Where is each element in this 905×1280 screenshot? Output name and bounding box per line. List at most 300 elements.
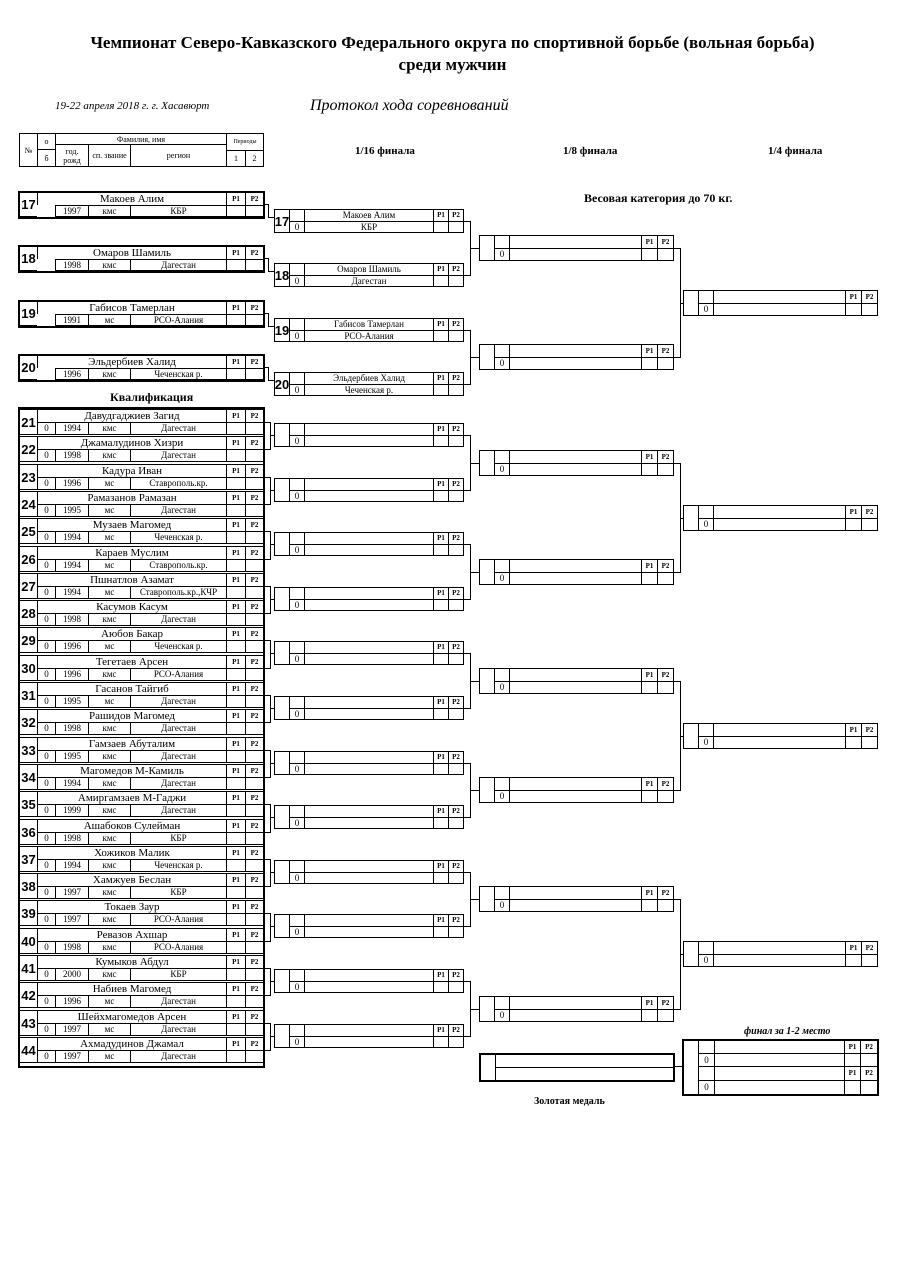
empty-cell <box>698 505 714 519</box>
athlete-rank: кмс <box>88 777 131 790</box>
period-1-value <box>226 586 246 599</box>
match-number <box>274 860 290 884</box>
period-1-value <box>226 477 246 490</box>
period-1-value <box>433 981 449 993</box>
period-1-value <box>845 954 862 967</box>
athlete-rank: кмс <box>88 613 131 626</box>
period-1-value <box>641 790 658 803</box>
period-2-value <box>448 981 464 993</box>
athlete-region: КБР <box>130 886 227 899</box>
athlete-name: Эльдербиев Халид <box>37 355 227 369</box>
period-1-value <box>226 314 246 326</box>
athlete-rank: мс <box>88 477 131 490</box>
match-name: Макоев Алим <box>304 209 434 222</box>
period-1-value <box>433 330 449 342</box>
athlete-year: 1998 <box>55 259 89 271</box>
period-1-value <box>226 531 246 544</box>
period-1-value <box>226 832 246 845</box>
period-1-header: Р1 <box>226 246 246 260</box>
empty-cell <box>494 235 510 249</box>
period-2-header: Р2 <box>245 491 264 505</box>
period-2-value <box>448 1036 464 1048</box>
bracket-line <box>268 258 269 272</box>
period-2-value <box>245 668 264 681</box>
period-1-value <box>226 777 246 790</box>
period-1-value <box>226 1050 246 1063</box>
bracket-line <box>270 435 274 436</box>
empty-cell <box>37 259 55 271</box>
empty-cell <box>494 668 510 682</box>
period-1-header: Р1 <box>226 873 246 887</box>
final-number <box>683 1040 699 1095</box>
period-1-value <box>226 1023 246 1036</box>
athlete-number: 32 <box>19 709 38 735</box>
bracket-line <box>270 763 274 764</box>
period-1-header: Р1 <box>433 969 449 982</box>
championship-subtitle: среди мужчин <box>398 55 507 74</box>
athlete-rank: кмс <box>88 750 131 763</box>
period-2-value <box>657 681 674 694</box>
match-region <box>304 490 434 502</box>
period-2-value <box>448 544 464 556</box>
period-1-value <box>433 653 449 665</box>
match-score: 0 <box>289 435 305 447</box>
match-region <box>304 1036 434 1048</box>
empty-cell <box>494 886 510 900</box>
bracket-line <box>270 544 274 545</box>
period-1-value <box>226 804 246 817</box>
round-1-8-label: 1/8 финала <box>563 145 618 157</box>
athlete-rank: кмс <box>88 913 131 926</box>
period-2-header: Р2 <box>657 344 674 358</box>
weight-category: Весовая категория до 70 кг. <box>584 191 733 205</box>
period-1-value <box>433 384 449 396</box>
period-2-value <box>245 722 264 735</box>
athlete-rank: мс <box>88 640 131 653</box>
athlete-rank: мс <box>88 695 131 708</box>
match-score: 0 <box>289 817 305 829</box>
r8-box-name <box>509 777 642 791</box>
period-1-value <box>641 357 658 370</box>
bracket-line <box>270 981 274 982</box>
period-2-header: Р2 <box>245 464 264 478</box>
athlete-region: Дагестан <box>130 1023 227 1036</box>
athlete-rank: кмс <box>88 722 131 735</box>
header-o: о <box>37 133 56 150</box>
athlete-number: 28 <box>19 600 38 626</box>
r8-box-region <box>509 463 642 476</box>
qualification-label: Квалификация <box>110 390 194 404</box>
period-2-value <box>245 314 264 326</box>
athlete-rank: кмс <box>88 668 131 681</box>
athlete-year: 1997 <box>55 1050 89 1063</box>
period-1-header: Р1 <box>226 682 246 696</box>
empty-cell <box>698 1066 715 1081</box>
athlete-region: Дагестан <box>130 422 227 435</box>
period-2-value <box>245 804 264 817</box>
header-periods: Периоды <box>226 133 264 151</box>
athlete-year: 1994 <box>55 859 89 872</box>
protocol-title: Протокол хода соревнований <box>310 97 509 114</box>
athlete-number: 41 <box>19 955 38 981</box>
period-2-header: Р2 <box>245 573 264 587</box>
final-name-1 <box>714 1040 845 1054</box>
athlete-rank: кмс <box>88 886 131 899</box>
r8-box-number <box>479 777 495 803</box>
athlete-name: Макоев Алим <box>37 192 227 206</box>
athlete-rank: кмс <box>88 804 131 817</box>
period-2-value <box>245 613 264 626</box>
athlete-score: 0 <box>37 941 56 954</box>
period-2-header: Р2 <box>245 192 264 206</box>
period-2-header: Р2 <box>448 1024 464 1037</box>
athlete-rank: мс <box>88 1023 131 1036</box>
athlete-region: РСО-Алания <box>130 668 227 681</box>
period-2-value <box>245 695 264 708</box>
athlete-year: 1994 <box>55 422 89 435</box>
period-1-value <box>226 640 246 653</box>
athlete-name: Амиргамзаев М-Гаджи <box>37 791 227 805</box>
period-2-value <box>245 859 264 872</box>
match-score: 0 <box>289 599 305 611</box>
empty-cell <box>494 344 510 358</box>
match-region: Дагестан <box>304 275 434 287</box>
athlete-rank: кмс <box>88 941 131 954</box>
bracket-line <box>270 968 271 996</box>
athlete-name: Музаев Магомед <box>37 518 227 532</box>
period-2-value <box>861 736 878 749</box>
period-2-value <box>657 790 674 803</box>
athlete-number: 19 <box>19 301 38 326</box>
r4-box-name <box>713 290 846 304</box>
r4-box-score: 0 <box>698 518 714 531</box>
athlete-year: 1996 <box>55 640 89 653</box>
period-1-value <box>433 599 449 611</box>
period-1-header: Р1 <box>433 532 449 545</box>
period-1-value <box>226 941 246 954</box>
period-2-header: Р2 <box>245 709 264 723</box>
athlete-number: 43 <box>19 1010 38 1036</box>
athlete-rank: мс <box>88 1050 131 1063</box>
athlete-number: 39 <box>19 900 38 926</box>
match-number <box>274 532 290 556</box>
bracket-line <box>680 954 683 955</box>
round-1-16-label: 1/16 финала <box>355 145 415 157</box>
athlete-name: Кадура Иван <box>37 464 227 478</box>
period-1-value <box>226 859 246 872</box>
athlete-year: 1994 <box>55 777 89 790</box>
period-1-header: Р1 <box>845 941 862 955</box>
period-2-header: Р2 <box>448 478 464 491</box>
bracket-line <box>270 708 274 709</box>
period-1-value <box>433 817 449 829</box>
athlete-score: 0 <box>37 886 56 899</box>
athlete-number: 23 <box>19 464 38 490</box>
period-1-header: Р1 <box>226 627 246 641</box>
bracket-line <box>270 490 274 491</box>
match-score: 0 <box>289 872 305 884</box>
period-1-value <box>433 221 449 233</box>
period-2-value <box>245 777 264 790</box>
r8-box-score: 0 <box>494 681 510 694</box>
athlete-number: 22 <box>19 436 38 462</box>
period-2-value <box>448 926 464 938</box>
championship-title: Чемпионат Северо-Кавказского Федерального округа по спортивной борьбе (вольная борьба) <box>90 33 815 52</box>
athlete-name: Гамзаев Абуталим <box>37 737 227 751</box>
athlete-rank: кмс <box>88 968 131 981</box>
athlete-number: 42 <box>19 982 38 1008</box>
empty-cell <box>37 205 55 217</box>
final-score-1: 0 <box>698 1053 715 1067</box>
athlete-rank: кмс <box>88 259 131 271</box>
period-1-header: Р1 <box>433 423 449 436</box>
final-region-1 <box>714 1053 845 1067</box>
athlete-name: Рашидов Магомед <box>37 709 227 723</box>
bracket-line <box>268 367 269 381</box>
period-2-header: Р2 <box>448 209 464 222</box>
athlete-region: Ставрополь.кр. <box>130 477 227 490</box>
athlete-score: 0 <box>37 477 56 490</box>
period-1-header: Р1 <box>433 478 449 491</box>
period-1-header: Р1 <box>641 344 658 358</box>
bracket-line <box>270 695 271 723</box>
athlete-number: 27 <box>19 573 38 599</box>
empty-cell <box>494 777 510 791</box>
r8-box-name <box>509 668 642 682</box>
period-1-header: Р1 <box>226 1037 246 1051</box>
athlete-region: КБР <box>130 968 227 981</box>
period-1-value <box>433 872 449 884</box>
r8-box-name <box>509 235 642 249</box>
match-name: Габисов Тамерлан <box>304 318 434 331</box>
bracket-line <box>470 248 479 249</box>
athlete-region: РСО-Алания <box>130 941 227 954</box>
match-region: КБР <box>304 221 434 233</box>
period-2-value <box>448 221 464 233</box>
athlete-number: 44 <box>19 1037 38 1063</box>
bracket-line <box>270 913 271 942</box>
match-number: 18 <box>274 263 290 287</box>
match-region <box>304 872 434 884</box>
period-2-header: Р2 <box>448 532 464 545</box>
athlete-score: 0 <box>37 722 56 735</box>
period-2-header: Р2 <box>448 372 464 385</box>
empty-cell <box>494 559 510 573</box>
r8-box-region <box>509 248 642 261</box>
athlete-score: 0 <box>37 995 56 1008</box>
athlete-number: 37 <box>19 846 38 872</box>
bracket-line <box>270 804 271 833</box>
athlete-score: 0 <box>37 1050 56 1063</box>
period-1-value <box>641 248 658 261</box>
bracket-line <box>268 380 274 381</box>
period-2-value <box>860 1080 878 1095</box>
match-score: 0 <box>289 544 305 556</box>
r8-box-region <box>509 1009 642 1022</box>
period-1-value <box>226 368 246 380</box>
r4-box-name <box>713 505 846 519</box>
athlete-region: Дагестан <box>130 695 227 708</box>
period-2-value <box>245 422 264 435</box>
period-2-header: Р2 <box>448 969 464 982</box>
period-1-value <box>433 1036 449 1048</box>
match-score: 0 <box>289 1036 305 1048</box>
period-1-header: Р1 <box>844 1040 861 1054</box>
r4-box-region <box>713 303 846 316</box>
period-1-header: Р1 <box>433 805 449 818</box>
period-2-header: Р2 <box>245 928 264 942</box>
athlete-number: 30 <box>19 655 38 681</box>
period-2-value <box>245 504 264 517</box>
athlete-region: Дагестан <box>130 449 227 462</box>
athlete-year: 1998 <box>55 722 89 735</box>
period-1-value <box>226 722 246 735</box>
period-2-header: Р2 <box>657 450 674 464</box>
athlete-region: Чеченская р. <box>130 640 227 653</box>
bracket-line <box>680 518 683 519</box>
athlete-score: 0 <box>37 449 56 462</box>
athlete-score: 0 <box>37 1023 56 1036</box>
period-1-header: Р1 <box>226 900 246 914</box>
period-1-header: Р1 <box>226 409 246 423</box>
period-2-header: Р2 <box>245 436 264 450</box>
period-2-header: Р2 <box>245 982 264 996</box>
athlete-rank: мс <box>88 995 131 1008</box>
period-2-value <box>448 599 464 611</box>
r8-box-region <box>509 572 642 585</box>
period-1-value <box>226 449 246 462</box>
period-2-value <box>861 954 878 967</box>
athlete-region: РСО-Алания <box>130 913 227 926</box>
period-1-value <box>844 1053 861 1067</box>
athlete-number: 35 <box>19 791 38 817</box>
athlete-rank: кмс <box>88 449 131 462</box>
athlete-rank: кмс <box>88 832 131 845</box>
athlete-score: 0 <box>37 613 56 626</box>
period-2-value <box>860 1053 878 1067</box>
period-2-header: Р2 <box>860 1066 878 1081</box>
match-region <box>304 763 434 775</box>
r4-box-number <box>683 723 699 749</box>
period-1-header: Р1 <box>433 751 449 764</box>
period-1-header: Р1 <box>641 559 658 573</box>
period-2-header: Р2 <box>245 737 264 751</box>
period-1-header: Р1 <box>226 464 246 478</box>
period-2-header: Р2 <box>245 1037 264 1051</box>
athlete-year: 1998 <box>55 449 89 462</box>
period-1-value <box>641 1009 658 1022</box>
athlete-name: Омаров Шамиль <box>37 246 227 260</box>
period-2-value <box>245 205 264 217</box>
period-2-header: Р2 <box>245 627 264 641</box>
athlete-score: 0 <box>37 695 56 708</box>
athlete-score: 0 <box>37 531 56 544</box>
athlete-region: КБР <box>130 832 227 845</box>
match-number <box>274 423 290 447</box>
r8-box-score: 0 <box>494 1009 510 1022</box>
final-label: финал за 1-2 место <box>744 1026 831 1037</box>
period-1-value <box>226 695 246 708</box>
r8-box-score: 0 <box>494 357 510 370</box>
period-2-value <box>245 449 264 462</box>
athlete-number: 38 <box>19 873 38 899</box>
athlete-name: Джамалудинов Хизри <box>37 436 227 450</box>
period-2-header: Р2 <box>448 751 464 764</box>
athlete-name: Ашабоков Сулейман <box>37 819 227 833</box>
athlete-number: 18 <box>19 246 38 271</box>
r4-box-score: 0 <box>698 736 714 749</box>
r8-box-region <box>509 899 642 912</box>
athlete-region: Ставрополь.кр. <box>130 559 227 572</box>
period-1-header: Р1 <box>226 928 246 942</box>
athlete-score: 0 <box>37 859 56 872</box>
athlete-number: 36 <box>19 819 38 845</box>
bracket-line <box>270 817 274 818</box>
athlete-name: Габисов Тамерлан <box>37 301 227 315</box>
athlete-name: Ахмадудинов Джамал <box>37 1037 227 1051</box>
r4-box-score: 0 <box>698 954 714 967</box>
r8-box-name <box>509 886 642 900</box>
athlete-score: 0 <box>37 422 56 435</box>
match-score: 0 <box>289 926 305 938</box>
period-2-header: Р2 <box>245 846 264 860</box>
r8-box-score: 0 <box>494 248 510 261</box>
bracket-line <box>470 790 479 791</box>
r8-box-number <box>479 886 495 912</box>
athlete-year: 1997 <box>55 205 89 217</box>
period-1-value <box>845 518 862 531</box>
period-1-header: Р1 <box>641 235 658 249</box>
empty-cell <box>698 290 714 304</box>
athlete-score: 0 <box>37 586 56 599</box>
period-2-header: Р2 <box>861 290 878 304</box>
period-1-header: Р1 <box>845 505 862 519</box>
bracket-line <box>470 899 479 900</box>
athlete-year: 2000 <box>55 968 89 981</box>
bracket-line <box>268 313 269 327</box>
period-1-header: Р1 <box>641 996 658 1010</box>
athlete-region: Чеченская р. <box>130 368 227 380</box>
period-1-value <box>641 899 658 912</box>
match-region <box>304 981 434 993</box>
bracket-line <box>470 681 479 682</box>
period-2-value <box>448 653 464 665</box>
period-1-value <box>844 1080 861 1095</box>
athlete-region: РСО-Алания <box>130 314 227 326</box>
match-name: Эльдербиев Халид <box>304 372 434 385</box>
bracket-line <box>270 1023 271 1051</box>
period-1-header: Р1 <box>641 777 658 791</box>
period-1-value <box>641 681 658 694</box>
period-2-header: Р2 <box>245 600 264 614</box>
period-2-value <box>448 490 464 502</box>
bracket-line <box>270 599 274 600</box>
period-2-value <box>245 586 264 599</box>
period-1-header: Р1 <box>433 209 449 222</box>
athlete-rank: мс <box>88 559 131 572</box>
period-2-header: Р2 <box>245 546 264 560</box>
period-1-value <box>641 463 658 476</box>
bracket-line <box>270 422 271 450</box>
athlete-year: 1997 <box>55 913 89 926</box>
athlete-rank: мс <box>88 314 131 326</box>
period-2-value <box>448 384 464 396</box>
period-1-header: Р1 <box>226 655 246 669</box>
period-2-header: Р2 <box>657 886 674 900</box>
r4-box-number <box>683 505 699 531</box>
match-region: Чеченская р. <box>304 384 434 396</box>
period-2-value <box>448 275 464 287</box>
